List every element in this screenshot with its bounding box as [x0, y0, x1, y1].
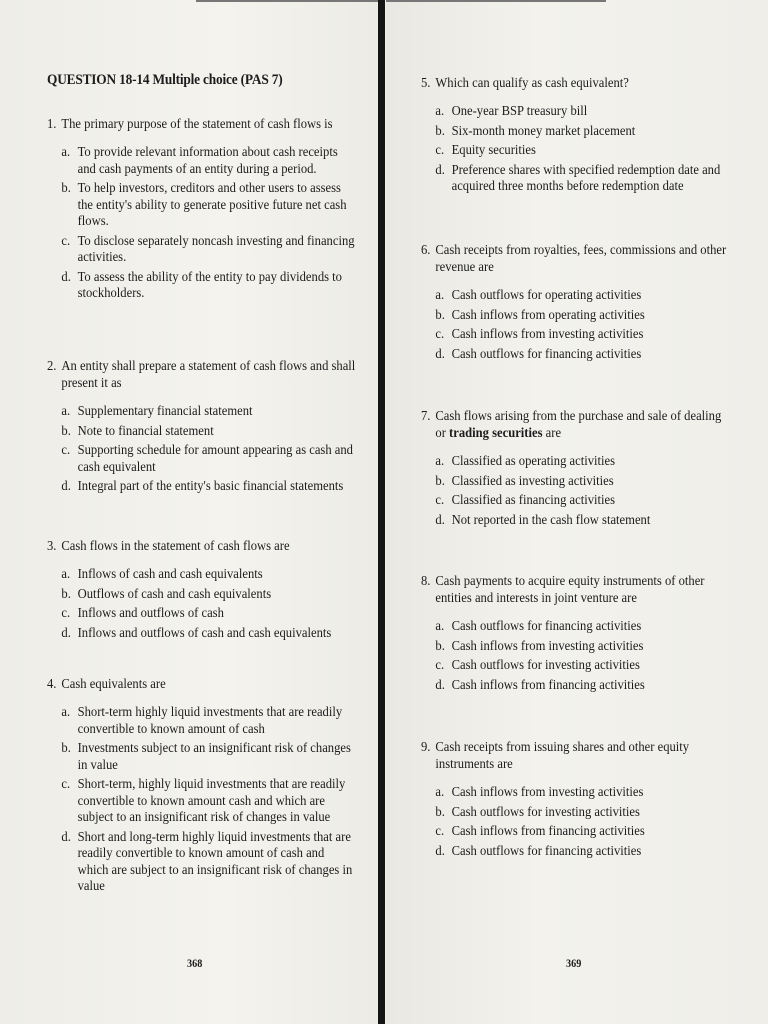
- option-letter: d.: [435, 843, 445, 859]
- question-4: [421, 573, 732, 697]
- option-item: [435, 347, 731, 364]
- option-item: [61, 567, 357, 584]
- option-letter: d.: [61, 829, 71, 845]
- question-text-main: Cash equivalents are: [61, 677, 166, 692]
- question-text: [435, 573, 731, 607]
- question-5: [421, 739, 732, 863]
- option-letter: c.: [435, 824, 445, 839]
- question-text-main: Cash receipts from royalties, fees, commissions and other revenue are: [435, 243, 727, 275]
- option-text: Cash outflows for financing activities: [451, 346, 642, 362]
- option-letter: a.: [61, 404, 71, 419]
- option-letter: c.: [435, 327, 445, 342]
- question-number: 3.: [47, 539, 57, 554]
- option-item: [61, 443, 357, 476]
- option-letter: b.: [435, 473, 445, 489]
- option-letter: a.: [61, 145, 71, 160]
- option-letter: d.: [435, 162, 445, 178]
- question-text: [61, 116, 357, 133]
- option-text: Investments subject to an insignificant risk of changes in value: [77, 741, 351, 773]
- option-item: [61, 234, 357, 267]
- option-text: Integral part of the entity's basic financial statements: [77, 479, 344, 494]
- question-stem: [47, 676, 358, 693]
- question-text: [61, 676, 357, 693]
- section-heading: QUESTION 18-14 Multiple choice (PAS 7): [47, 72, 283, 88]
- question-text-main: The primary purpose of the statement of cash flows is: [61, 117, 333, 132]
- option-item: [61, 777, 357, 827]
- question-1: [421, 75, 732, 199]
- option-text: Equity securities: [451, 143, 536, 158]
- option-list: [421, 619, 732, 694]
- question-stem: [421, 75, 732, 92]
- option-letter: a.: [61, 705, 71, 720]
- option-item: [435, 805, 731, 822]
- question-text: [435, 739, 731, 773]
- option-item: [61, 741, 357, 774]
- option-item: [435, 454, 731, 471]
- option-text: Cash outflows for investing activities: [451, 658, 640, 673]
- option-item: [435, 513, 731, 530]
- option-text: One-year BSP treasury bill: [451, 104, 588, 119]
- option-text: Supplementary financial statement: [77, 404, 253, 419]
- option-text: Classified as financing activities: [451, 493, 616, 508]
- question-text-main: Cash flows in the statement of cash flows are: [61, 539, 290, 554]
- option-text: Note to financial statement: [77, 423, 214, 439]
- option-letter: c.: [435, 658, 445, 673]
- option-letter: b.: [435, 638, 445, 654]
- option-text: Cash outflows for operating activities: [451, 288, 642, 303]
- book-spine: [378, 0, 385, 1024]
- option-letter: d.: [435, 677, 445, 693]
- option-item: [435, 619, 731, 636]
- option-text: Cash inflows from investing activities: [451, 638, 644, 654]
- option-item: [435, 639, 731, 656]
- option-text: Cash inflows from financing activities: [451, 677, 645, 693]
- option-letter: b.: [61, 586, 71, 602]
- question-stem: [47, 116, 358, 133]
- option-list: [421, 785, 732, 860]
- option-letter: a.: [435, 288, 445, 303]
- option-item: [435, 474, 731, 491]
- option-item: [435, 143, 731, 160]
- option-letter: a.: [435, 104, 445, 119]
- option-letter: d.: [61, 269, 71, 285]
- question-3: [47, 538, 358, 645]
- option-text: Outflows of cash and cash equivalents: [77, 586, 272, 602]
- option-text: Short and long-term highly liquid investments that are readily convertible to known amount of cash and which are subject to an insignificant risk of changes in value: [77, 829, 353, 894]
- option-text: Cash inflows from investing activities: [451, 785, 644, 800]
- question-text-main: Cash receipts from issuing shares and other equity instruments are: [435, 740, 690, 772]
- option-item: [435, 785, 731, 802]
- option-letter: d.: [435, 512, 445, 528]
- option-letter: d.: [435, 346, 445, 362]
- option-text: To assess the ability of the entity to pay dividends to stockholders.: [77, 269, 342, 301]
- question-text: [435, 242, 731, 276]
- option-letter: c.: [61, 777, 71, 792]
- left-page-number: 368: [187, 956, 203, 970]
- option-text: To help investors, creditors and other users to assess the entity's ability to generate positive future net cash flows.: [77, 181, 347, 229]
- option-letter: c.: [61, 233, 71, 249]
- page-edge-line-right: [386, 0, 606, 2]
- option-item: [435, 104, 731, 121]
- question-stem: [47, 358, 358, 392]
- option-text: Supporting schedule for amount appearing as cash and cash equivalent: [77, 443, 353, 475]
- option-item: [61, 270, 357, 303]
- option-text: Classified as investing activities: [451, 473, 614, 489]
- option-item: [435, 493, 731, 510]
- option-text: Cash outflows for financing activities: [451, 619, 642, 634]
- option-item: [61, 626, 357, 643]
- page-edge-line-left: [196, 0, 378, 2]
- question-text-main: Cash payments to acquire equity instruments of other entities and interests in joint venture are: [435, 574, 705, 606]
- option-item: [435, 124, 731, 141]
- option-item: [61, 705, 357, 738]
- option-item: [61, 424, 357, 441]
- option-letter: b.: [435, 307, 445, 323]
- option-item: [435, 327, 731, 344]
- option-text: Cash outflows for financing activities: [451, 843, 642, 859]
- question-3: [421, 408, 732, 532]
- question-stem: [421, 408, 732, 442]
- option-item: [61, 145, 357, 178]
- question-text: [61, 358, 357, 392]
- option-letter: a.: [435, 619, 445, 634]
- option-letter: d.: [61, 479, 71, 494]
- option-item: [61, 587, 357, 604]
- option-letter: c.: [435, 493, 445, 508]
- option-item: [61, 181, 357, 231]
- option-text: Inflows and outflows of cash: [77, 606, 224, 621]
- question-text-bold: trading securities: [449, 426, 543, 441]
- option-text: Not reported in the cash flow statement: [451, 512, 651, 528]
- option-list: [47, 404, 358, 496]
- question-text: [61, 538, 357, 555]
- option-list: [421, 454, 732, 529]
- option-list: [47, 567, 358, 642]
- question-text-after: are: [542, 426, 562, 441]
- option-text: Classified as operating activities: [451, 454, 616, 469]
- question-4: [47, 676, 358, 899]
- option-letter: a.: [435, 785, 445, 800]
- question-text: [435, 408, 731, 442]
- question-stem: [421, 739, 732, 773]
- question-number: 2.: [47, 359, 57, 374]
- question-number: 4.: [47, 677, 57, 692]
- option-item: [435, 678, 731, 695]
- option-text: Inflows of cash and cash equivalents: [77, 567, 263, 582]
- question-2: [421, 242, 732, 366]
- question-2: [47, 358, 358, 499]
- option-item: [435, 844, 731, 861]
- option-text: To provide relevant information about cash receipts and cash payments of an entity during a period.: [77, 145, 338, 177]
- question-number: 7.: [421, 409, 431, 424]
- option-text: Inflows and outflows of cash and cash equivalents: [77, 625, 332, 641]
- option-item: [435, 308, 731, 325]
- question-text-main: An entity shall prepare a statement of cash flows and shall present it as: [61, 359, 356, 391]
- option-text: To disclose separately noncash investing and financing activities.: [77, 233, 355, 265]
- question-number: 6.: [421, 243, 431, 258]
- option-item: [435, 658, 731, 675]
- question-stem: [421, 242, 732, 276]
- right-page-number: 369: [566, 956, 582, 970]
- question-stem: [47, 538, 358, 555]
- option-letter: b.: [61, 741, 71, 756]
- option-item: [435, 288, 731, 305]
- option-item: [435, 824, 731, 841]
- question-number: 1.: [47, 117, 57, 132]
- option-list: [421, 104, 732, 196]
- option-letter: a.: [61, 567, 71, 582]
- option-text: Short-term highly liquid investments that are readily convertible to known amount of cash: [77, 705, 343, 737]
- option-item: [61, 606, 357, 623]
- option-list: [421, 288, 732, 363]
- option-letter: a.: [435, 454, 445, 469]
- question-1: [47, 116, 358, 306]
- option-text: Six-month money market placement: [451, 123, 636, 139]
- option-item: [61, 830, 357, 896]
- option-letter: d.: [61, 625, 71, 641]
- option-letter: c.: [61, 606, 71, 621]
- option-item: [435, 163, 731, 196]
- question-number: 5.: [421, 76, 431, 91]
- option-letter: b.: [61, 423, 71, 439]
- option-text: Cash inflows from investing activities: [451, 327, 644, 342]
- option-letter: c.: [435, 143, 445, 158]
- option-text: Preference shares with specified redemption date and acquired three months before redemption date: [451, 162, 721, 194]
- question-number: 8.: [421, 574, 431, 589]
- option-list: [47, 705, 358, 896]
- question-text-main: Which can qualify as cash equivalent?: [435, 76, 629, 91]
- option-text: Cash inflows from operating activities: [451, 307, 645, 323]
- option-letter: b.: [435, 804, 445, 820]
- option-text: Cash outflows for investing activities: [451, 804, 640, 820]
- option-letter: c.: [61, 443, 71, 458]
- question-stem: [421, 573, 732, 607]
- option-item: [61, 404, 357, 421]
- option-letter: b.: [435, 123, 445, 139]
- option-text: Short-term, highly liquid investments that are readily convertible to known amount cash and which are subject to an insignificant risk of changes in value: [77, 777, 346, 825]
- option-item: [61, 479, 357, 496]
- question-text-main: Cash flows arising from the purchase and sale of dealing or: [435, 409, 722, 441]
- option-list: [47, 145, 358, 303]
- question-text: [435, 75, 731, 92]
- question-number: 9.: [421, 740, 431, 755]
- option-letter: b.: [61, 181, 71, 196]
- option-text: Cash inflows from financing activities: [451, 824, 645, 839]
